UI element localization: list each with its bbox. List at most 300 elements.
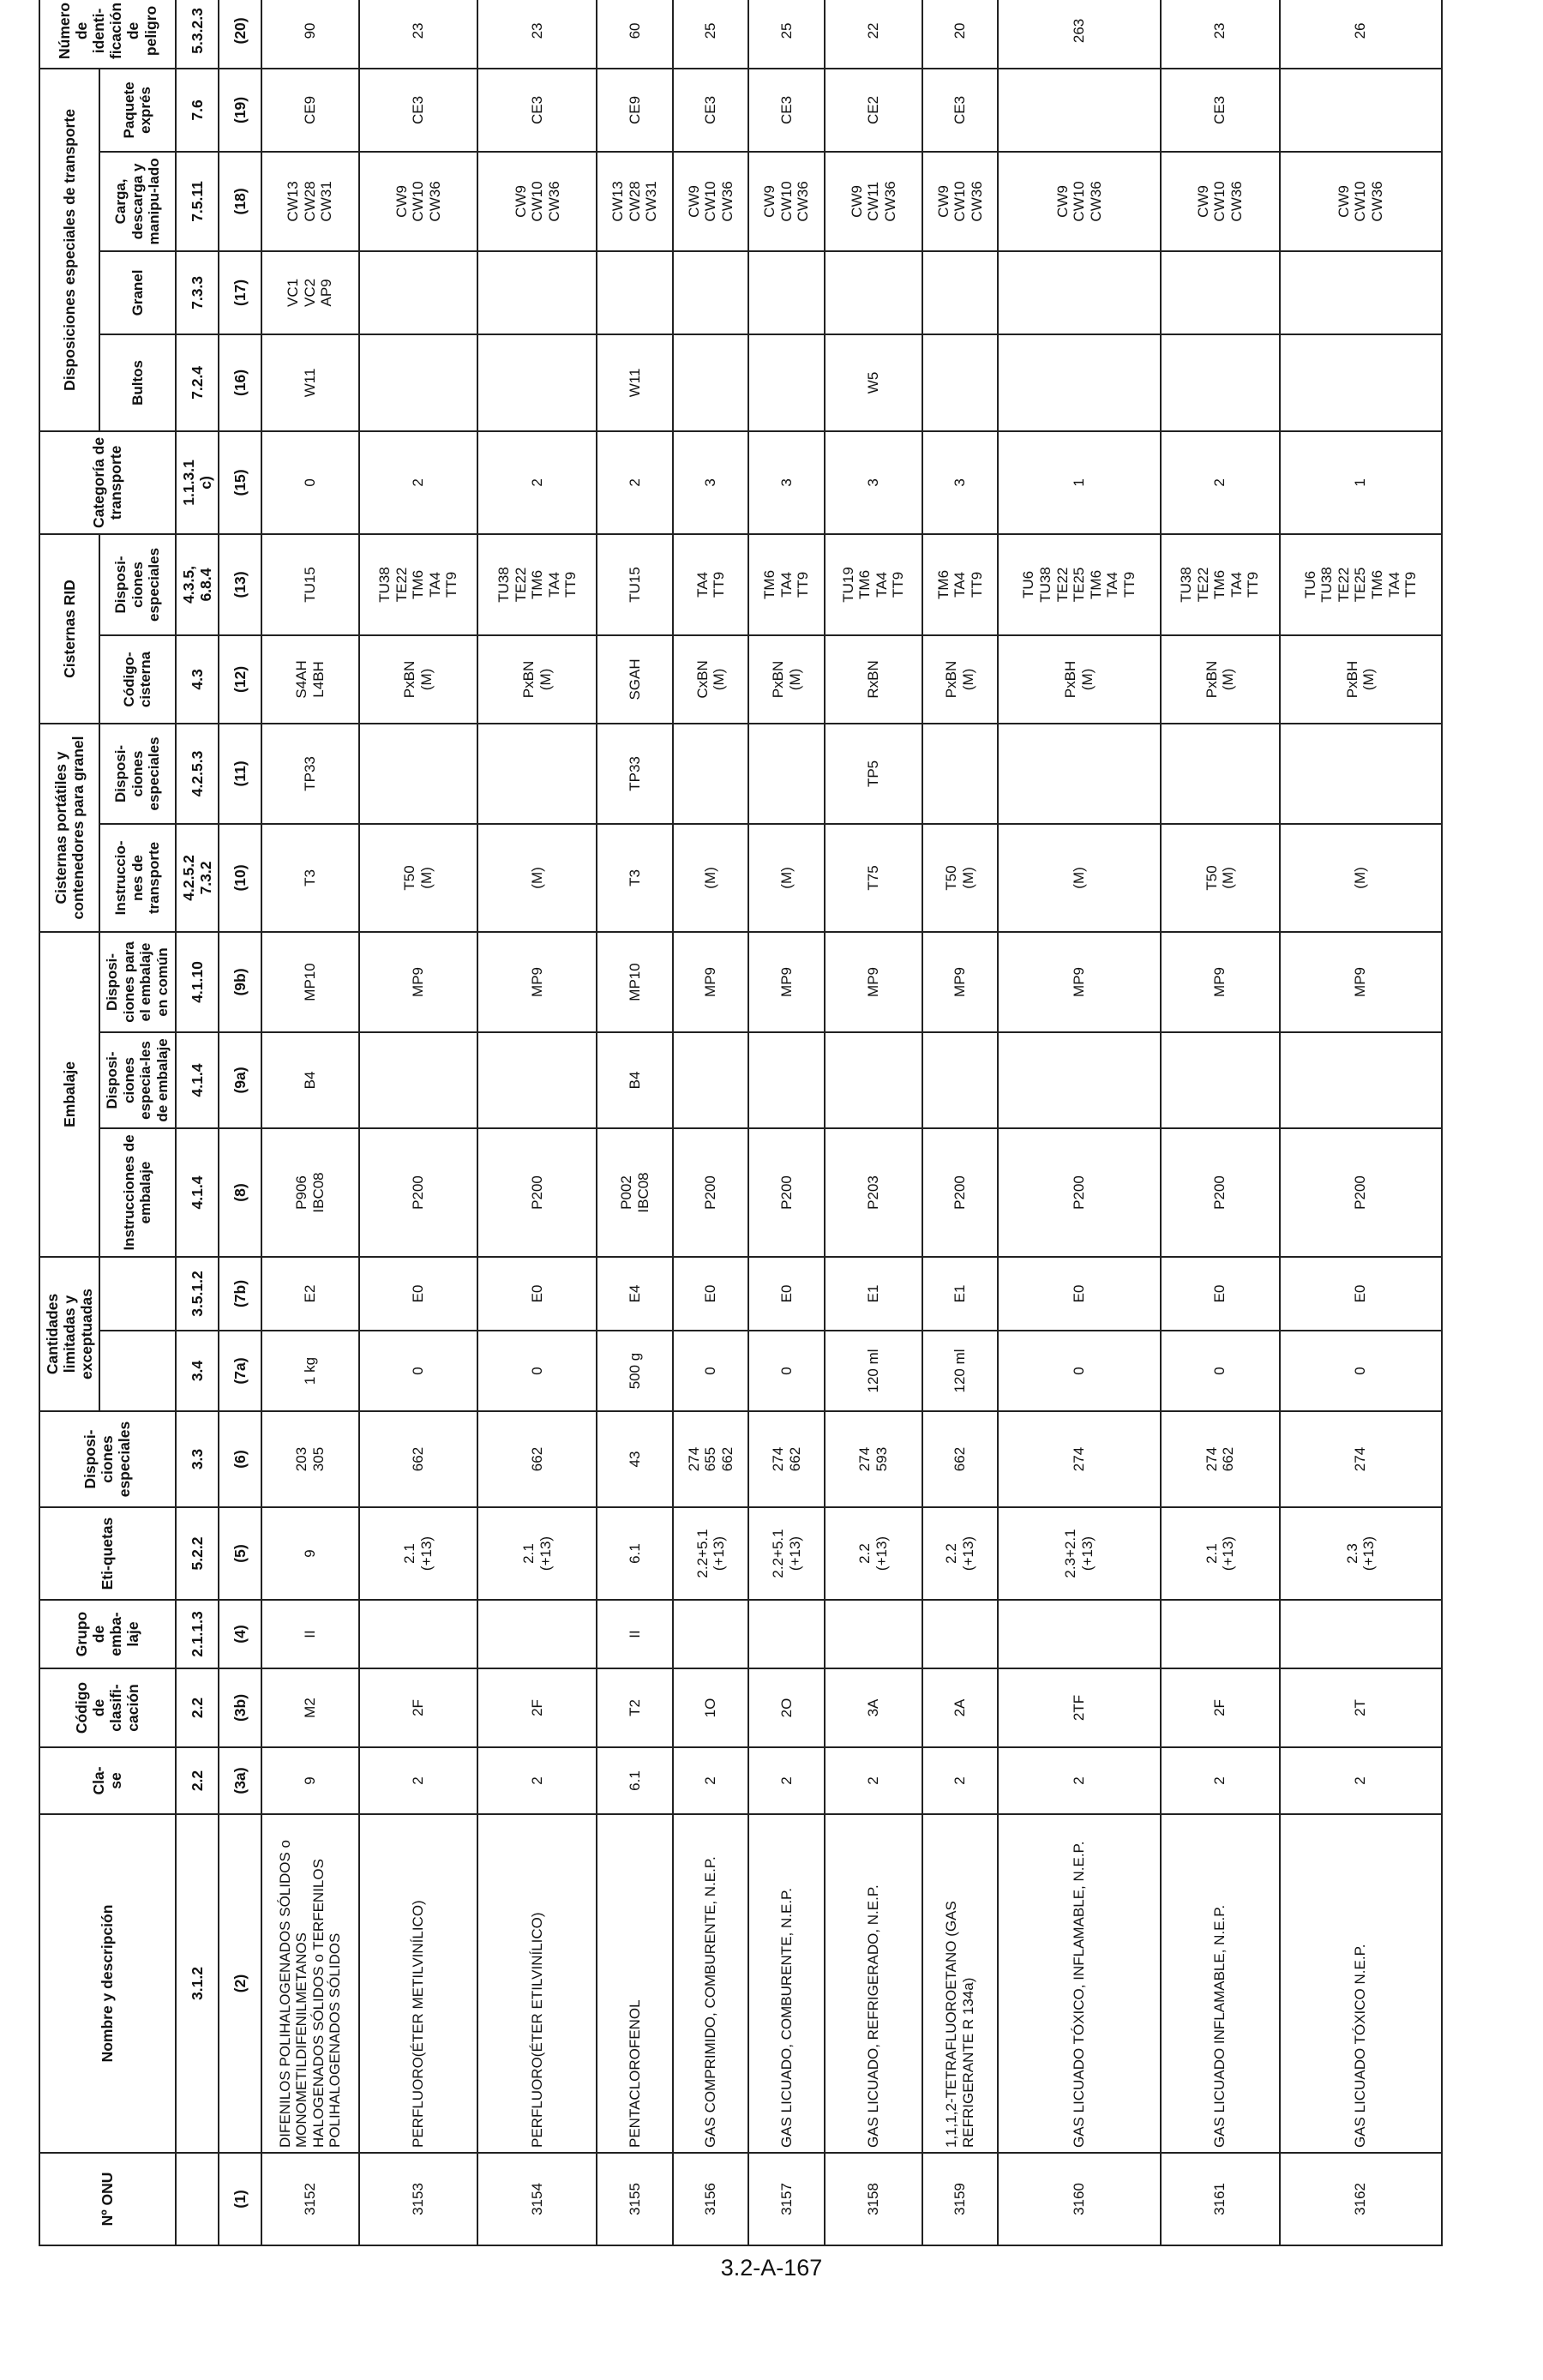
table-cell: W11	[261, 334, 359, 431]
table-cell: 2	[597, 431, 673, 534]
table-cell: 0	[998, 1331, 1160, 1411]
header-packing-group: Grupo de emba-laje	[39, 1600, 176, 1668]
table-cell: TU19 TM6 TA4 TT9	[825, 534, 922, 635]
table-cell: II	[597, 1600, 673, 1668]
dangerous-goods-table	[39, 0, 1443, 2246]
table-cell: T50 (M)	[922, 824, 999, 932]
table-cell: PxBN (M)	[359, 635, 478, 724]
table-row	[477, 0, 597, 2245]
table-cell: CE3	[922, 69, 999, 152]
table-cell: 6.1	[597, 1507, 673, 1600]
colnum-cell: (5)	[219, 1507, 261, 1600]
colnum-cell: (9a)	[219, 1032, 261, 1128]
table-cell: CE3	[1161, 69, 1280, 152]
name-cell: GAS LICUADO, REFRIGERADO, N.E.P.	[825, 1814, 922, 2153]
table-row	[597, 0, 673, 2245]
table-cell: E2	[261, 1257, 359, 1331]
table-cell	[1161, 724, 1280, 824]
table-cell: P200	[477, 1128, 597, 1257]
table-cell: 3	[748, 431, 825, 534]
table-cell: T2	[597, 1668, 673, 1747]
table-cell: T3	[261, 824, 359, 932]
table-cell: 2	[1161, 431, 1280, 534]
table-cell: P203	[825, 1128, 922, 1257]
un-number-cell: 3155	[597, 2153, 673, 2245]
colnum-cell: (3a)	[219, 1747, 261, 1814]
table-cell	[673, 724, 749, 824]
table-cell	[477, 1600, 597, 1668]
table-cell: 26	[1280, 0, 1442, 69]
table-cell: MP10	[261, 932, 359, 1032]
table-cell: P200	[1161, 1128, 1280, 1257]
table-cell: TU15	[597, 534, 673, 635]
table-cell: T50 (M)	[359, 824, 478, 932]
table-cell	[1280, 724, 1442, 824]
header-tank-code: Código-cisterna	[99, 635, 175, 724]
name-cell: GAS LICUADO, COMBURENTE, N.E.P.	[748, 1814, 825, 2153]
header-hazard-id: Número de identi-ficación de peligro	[39, 0, 176, 69]
table-cell: 2	[1280, 1747, 1442, 1814]
table-cell: 2.3+2.1 (+13)	[998, 1507, 1160, 1600]
table-cell: 500 g	[597, 1331, 673, 1411]
table-cell: 2F	[477, 1668, 597, 1747]
table-cell: 662	[922, 1411, 999, 1507]
colnum-cell: (18)	[219, 152, 261, 251]
table-cell: 23	[1161, 0, 1280, 69]
table-cell: (M)	[477, 824, 597, 932]
colnum-cell: (2)	[219, 1814, 261, 2153]
table-cell: PxBN (M)	[748, 635, 825, 724]
ref-cell: 5.3.2.3	[176, 0, 219, 69]
ref-cell: 4.1.4	[176, 1032, 219, 1128]
table-cell: 274 593	[825, 1411, 922, 1507]
table-row	[748, 0, 825, 2245]
table-cell	[477, 1032, 597, 1128]
header-tank-special-provisions: Disposi-ciones especiales	[99, 724, 175, 824]
ref-cell: 3.5.1.2	[176, 1257, 219, 1331]
table-cell: 120 ml	[922, 1331, 999, 1411]
ref-cell: 1.1.3.1 c)	[176, 431, 219, 534]
table-cell: TU6 TU38 TE22 TE25 TM6 TA4 TT9	[1280, 534, 1442, 635]
table-cell: 2	[477, 431, 597, 534]
table-cell	[1161, 1032, 1280, 1128]
table-row	[359, 0, 478, 2245]
table-cell: VC1 VC2 AP9	[261, 251, 359, 334]
header-labels: Eti-quetas	[39, 1507, 176, 1600]
table-cell: 0	[1161, 1331, 1280, 1411]
header-limited-excepted: Cantidades limitadas y exceptuadas	[39, 1257, 99, 1411]
table-cell: 274 662	[748, 1411, 825, 1507]
table-cell: CxBN (M)	[673, 635, 749, 724]
ref-cell: 7.5.11	[176, 152, 219, 251]
table-cell: 2TF	[998, 1668, 1160, 1747]
table-cell: CE3	[748, 69, 825, 152]
name-cell: GAS LICUADO INFLAMABLE, N.E.P.	[1161, 1814, 1280, 2153]
table-cell	[748, 1032, 825, 1128]
table-cell: TU6 TU38 TE22 TE25 TM6 TA4 TT9	[998, 534, 1160, 635]
name-cell: GAS LICUADO TÓXICO, INFLAMABLE, N.E.P.	[998, 1814, 1160, 2153]
header-packages: Bultos	[99, 334, 175, 431]
table-cell	[1280, 69, 1442, 152]
table-cell: 274	[1280, 1411, 1442, 1507]
ref-cell: 4.1.10	[176, 932, 219, 1032]
table-cell: W5	[825, 334, 922, 431]
name-cell: GAS LICUADO TÓXICO N.E.P.	[1280, 1814, 1442, 2153]
table-cell: CW9 CW11 CW36	[825, 152, 922, 251]
table-cell: 2F	[359, 1668, 478, 1747]
table-cell: 9	[261, 1747, 359, 1814]
table-cell: 3	[673, 431, 749, 534]
name-cell: DIFENILOS POLIHALOGENADOS SÓLIDOS o MONOMETILDIFENILMETANOS HALOGENADOS SÓLIDOS o TERFENILOS POLIHALOGENADOS SÓLIDOS	[261, 1814, 359, 2153]
table-cell: TU38 TE22 TM6 TA4 TT9	[359, 534, 478, 635]
table-cell: 0	[673, 1331, 749, 1411]
table-cell: 120 ml	[825, 1331, 922, 1411]
table-cell: MP9	[748, 932, 825, 1032]
table-cell: TP5	[825, 724, 922, 824]
colnum-cell: (20)	[219, 0, 261, 69]
colnum-cell: (3b)	[219, 1668, 261, 1747]
table-cell: TP33	[261, 724, 359, 824]
ref-cell: 7.6	[176, 69, 219, 152]
table-cell	[477, 724, 597, 824]
table-cell: 203 305	[261, 1411, 359, 1507]
table-cell: MP9	[825, 932, 922, 1032]
table-cell: CE3	[673, 69, 749, 152]
ref-cell: 3.3	[176, 1411, 219, 1507]
table-cell: E0	[359, 1257, 478, 1331]
ref-cell: 2.2	[176, 1668, 219, 1747]
table-cell: TU15	[261, 534, 359, 635]
un-number-cell: 3160	[998, 2153, 1160, 2245]
table-cell	[998, 724, 1160, 824]
table-body	[261, 0, 1442, 2245]
table-cell: P200	[748, 1128, 825, 1257]
table-cell: 2	[922, 1747, 999, 1814]
table-cell: T50 (M)	[1161, 824, 1280, 932]
un-number-cell: 3156	[673, 2153, 749, 2245]
table-cell: 2.1 (+13)	[477, 1507, 597, 1600]
table-cell: P200	[998, 1128, 1160, 1257]
table-cell: E0	[477, 1257, 597, 1331]
table-cell: MP9	[673, 932, 749, 1032]
un-number-cell: 3159	[922, 2153, 999, 2245]
table-cell: T3	[597, 824, 673, 932]
table-cell: P906 IBC08	[261, 1128, 359, 1257]
table-cell: (M)	[673, 824, 749, 932]
table-cell	[359, 724, 478, 824]
column-number-row	[219, 0, 261, 2245]
table-cell	[998, 1032, 1160, 1128]
table-cell: CE9	[597, 69, 673, 152]
table-cell: PxBN (M)	[922, 635, 999, 724]
table-cell: E0	[1280, 1257, 1442, 1331]
header-portable-tanks: Cisternas portátiles y contenedores para granel	[39, 724, 99, 932]
table-cell: CW13 CW28 CW31	[261, 152, 359, 251]
table-cell	[922, 1600, 999, 1668]
ref-cell: 4.1.4	[176, 1128, 219, 1257]
header-loading: Carga, descarga y manipu-lado	[99, 152, 175, 251]
table-cell: 2O	[748, 1668, 825, 1747]
table-cell	[1161, 251, 1280, 334]
table-cell: TA4 TT9	[673, 534, 749, 635]
table-cell: MP9	[359, 932, 478, 1032]
table-cell: PxBN (M)	[1161, 635, 1280, 724]
table-cell: M2	[261, 1668, 359, 1747]
table-cell	[673, 334, 749, 431]
ref-cell: 4.2.5.2 7.3.2	[176, 824, 219, 932]
table-cell: TP33	[597, 724, 673, 824]
table-cell: CE9	[261, 69, 359, 152]
table-cell: CW9 CW10 CW36	[998, 152, 1160, 251]
table-cell: 2F	[1161, 1668, 1280, 1747]
table-cell: 2.1 (+13)	[359, 1507, 478, 1600]
colnum-cell: (7b)	[219, 1257, 261, 1331]
header-limited-quantities-sub	[99, 1331, 175, 1411]
table-cell: 2	[359, 1747, 478, 1814]
un-number-cell: 3158	[825, 2153, 922, 2245]
table-cell: (M)	[998, 824, 1160, 932]
name-cell: PERFLUORO(ÉTER METILVINÍLICO)	[359, 1814, 478, 2153]
header-special-provisions: Disposi-ciones especiales	[39, 1411, 176, 1507]
table-cell: 0	[477, 1331, 597, 1411]
table-cell: 2	[477, 1747, 597, 1814]
un-number-cell: 3157	[748, 2153, 825, 2245]
table-cell	[922, 724, 999, 824]
colnum-cell: (9b)	[219, 932, 261, 1032]
table-cell	[748, 334, 825, 431]
table-cell: 2.2 (+13)	[825, 1507, 922, 1600]
table-cell	[998, 251, 1160, 334]
table-cell: 6.1	[597, 1747, 673, 1814]
table-cell: (M)	[1280, 824, 1442, 932]
table-cell: P002 IBC08	[597, 1128, 673, 1257]
table-cell	[477, 251, 597, 334]
table-cell	[825, 1600, 922, 1668]
table-cell	[597, 251, 673, 334]
table-cell: 0	[748, 1331, 825, 1411]
table-cell: 60	[597, 0, 673, 69]
table-cell	[825, 1032, 922, 1128]
ref-cell: 2.1.1.3	[176, 1600, 219, 1668]
table-cell: 25	[748, 0, 825, 69]
table-row	[998, 0, 1160, 2245]
table-cell: P200	[359, 1128, 478, 1257]
header-name: Nombre y descripción	[39, 1814, 176, 2153]
table-row	[673, 0, 749, 2245]
table-cell: 22	[825, 0, 922, 69]
table-cell	[825, 251, 922, 334]
table-cell: 9	[261, 1507, 359, 1600]
table-cell: 0	[261, 431, 359, 534]
table-cell: E0	[673, 1257, 749, 1331]
table-cell	[477, 334, 597, 431]
table-cell: 3	[825, 431, 922, 534]
table-cell: (M)	[748, 824, 825, 932]
table-cell: 2	[748, 1747, 825, 1814]
table-cell: 274 655 662	[673, 1411, 749, 1507]
table-cell: MP9	[1161, 932, 1280, 1032]
ref-cell: 4.3.5, 6.8.4	[176, 534, 219, 635]
table-cell: 2.2 (+13)	[922, 1507, 999, 1600]
name-cell: PERFLUORO(ÉTER ETILVINÍLICO)	[477, 1814, 597, 2153]
table-cell: P200	[673, 1128, 749, 1257]
colnum-cell: (16)	[219, 334, 261, 431]
ref-cell: 3.4	[176, 1331, 219, 1411]
table-cell	[1280, 251, 1442, 334]
table-cell	[922, 251, 999, 334]
table-cell: T75	[825, 824, 922, 932]
header-row-top	[39, 0, 99, 2245]
table-cell: 2.1 (+13)	[1161, 1507, 1280, 1600]
table-cell: P200	[922, 1128, 999, 1257]
header-mixed-packing-provisions: Disposi-ciones para el embalaje en común	[99, 932, 175, 1032]
table-cell: TM6 TA4 TT9	[748, 534, 825, 635]
header-class: Cla- se	[39, 1747, 176, 1814]
table-cell: E1	[922, 1257, 999, 1331]
ref-cell: 4.2.5.3	[176, 724, 219, 824]
table-cell	[673, 1600, 749, 1668]
table-cell: 2T	[1280, 1668, 1442, 1747]
table-cell: 2	[1161, 1747, 1280, 1814]
table-cell: MP10	[597, 932, 673, 1032]
name-cell: GAS COMPRIMIDO, COMBURENTE, N.E.P.	[673, 1814, 749, 2153]
table-cell: TU38 TE22 TM6 TA4 TT9	[1161, 534, 1280, 635]
table-cell: TU38 TE22 TM6 TA4 TT9	[477, 534, 597, 635]
table-cell	[673, 251, 749, 334]
name-cell: PENTACLOROFENOL	[597, 1814, 673, 2153]
table-cell: 1	[1280, 431, 1442, 534]
table-cell: 23	[359, 0, 478, 69]
ref-cell: 7.2.4	[176, 334, 219, 431]
table-row	[825, 0, 922, 2245]
table-cell: MP9	[998, 932, 1160, 1032]
colnum-cell: (12)	[219, 635, 261, 724]
header-bulk: Granel	[99, 251, 175, 334]
table-row	[922, 0, 999, 2245]
table-cell: 263	[998, 0, 1160, 69]
table-cell: E0	[998, 1257, 1160, 1331]
un-number-cell: 3154	[477, 2153, 597, 2245]
colnum-cell: (11)	[219, 724, 261, 824]
table-cell: RxBN	[825, 635, 922, 724]
table-cell: 3A	[825, 1668, 922, 1747]
table-cell	[1280, 1600, 1442, 1668]
table-cell: 274	[998, 1411, 1160, 1507]
table-cell	[1161, 1600, 1280, 1668]
colnum-cell: (19)	[219, 69, 261, 152]
table-cell: SGAH	[597, 635, 673, 724]
table-cell: 2	[673, 1747, 749, 1814]
table-cell	[998, 1600, 1160, 1668]
table-cell: 2.2+5.1 (+13)	[748, 1507, 825, 1600]
rotated-table-sheet	[39, 2, 1443, 2246]
table-cell: 43	[597, 1411, 673, 1507]
ref-cell: 3.1.2	[176, 1814, 219, 2153]
table-cell: CW9 CW10 CW36	[1280, 152, 1442, 251]
table-cell: MP9	[1280, 932, 1442, 1032]
table-cell	[748, 724, 825, 824]
table-cell	[1280, 1032, 1442, 1128]
table-cell: CW9 CW10 CW36	[748, 152, 825, 251]
colnum-cell: (4)	[219, 1600, 261, 1668]
table-cell: 3	[922, 431, 999, 534]
table-cell: 25	[673, 0, 749, 69]
table-cell	[359, 251, 478, 334]
table-cell	[673, 1032, 749, 1128]
table-cell	[748, 251, 825, 334]
table-cell: 662	[359, 1411, 478, 1507]
header-express: Paquete exprés	[99, 69, 175, 152]
header-rid-tank-special-provisions: Disposi-ciones especiales	[99, 534, 175, 635]
table-cell	[922, 334, 999, 431]
table-cell: 2	[825, 1747, 922, 1814]
table-row	[1280, 0, 1442, 2245]
table-cell: 2A	[922, 1668, 999, 1747]
colnum-cell: (6)	[219, 1411, 261, 1507]
table-cell: B4	[261, 1032, 359, 1128]
colnum-cell: (1)	[219, 2153, 261, 2245]
header-tank-instructions: Instruccio-nes de transporte	[99, 824, 175, 932]
header-transport-category: Categoría de transporte	[39, 431, 176, 534]
colnum-cell: (7a)	[219, 1331, 261, 1411]
ref-cell: 5.2.2	[176, 1507, 219, 1600]
table-cell: CW9 CW10 CW36	[1161, 152, 1280, 251]
table-cell: 0	[1280, 1331, 1442, 1411]
table-cell: CW9 CW10 CW36	[359, 152, 478, 251]
table-cell	[359, 334, 478, 431]
table-cell: E1	[825, 1257, 922, 1331]
page-number: 3.2-A-167	[720, 2255, 823, 2281]
header-packaging: Embalaje	[39, 932, 99, 1257]
table-row	[1161, 0, 1280, 2245]
header-un-no: Nº ONU	[39, 2153, 176, 2245]
table-cell: P200	[1280, 1128, 1442, 1257]
table-cell: 1 kg	[261, 1331, 359, 1411]
header-packing-instructions: Instrucciones de embalaje	[99, 1128, 175, 1257]
table-cell: MP9	[922, 932, 999, 1032]
colnum-cell: (15)	[219, 431, 261, 534]
reference-row	[176, 0, 219, 2245]
table-cell: 2.3 (+13)	[1280, 1507, 1442, 1600]
table-cell: PxBH (M)	[1280, 635, 1442, 724]
ref-cell: 4.3	[176, 635, 219, 724]
table-cell	[998, 334, 1160, 431]
table-cell: E4	[597, 1257, 673, 1331]
table-cell: TM6 TA4 TT9	[922, 534, 999, 635]
un-number-cell: 3161	[1161, 2153, 1280, 2245]
table-cell: PxBH (M)	[998, 635, 1160, 724]
table-cell	[359, 1600, 478, 1668]
table-cell: E0	[1161, 1257, 1280, 1331]
table-cell: CW9 CW10 CW36	[922, 152, 999, 251]
table-cell: B4	[597, 1032, 673, 1128]
table-cell	[1161, 334, 1280, 431]
un-number-cell: 3162	[1280, 2153, 1442, 2245]
table-cell	[748, 1600, 825, 1668]
table-cell: S4AH L4BH	[261, 635, 359, 724]
ref-cell: 2.2	[176, 1747, 219, 1814]
table-cell: 2	[998, 1747, 1160, 1814]
table-cell: PxBN (M)	[477, 635, 597, 724]
colnum-cell: (8)	[219, 1128, 261, 1257]
table-cell	[1280, 334, 1442, 431]
table-cell: 662	[477, 1411, 597, 1507]
table-cell: 2.2+5.1 (+13)	[673, 1507, 749, 1600]
table-cell: 23	[477, 0, 597, 69]
colnum-cell: (17)	[219, 251, 261, 334]
table-cell: 20	[922, 0, 999, 69]
table-cell: CW9 CW10 CW36	[673, 152, 749, 251]
